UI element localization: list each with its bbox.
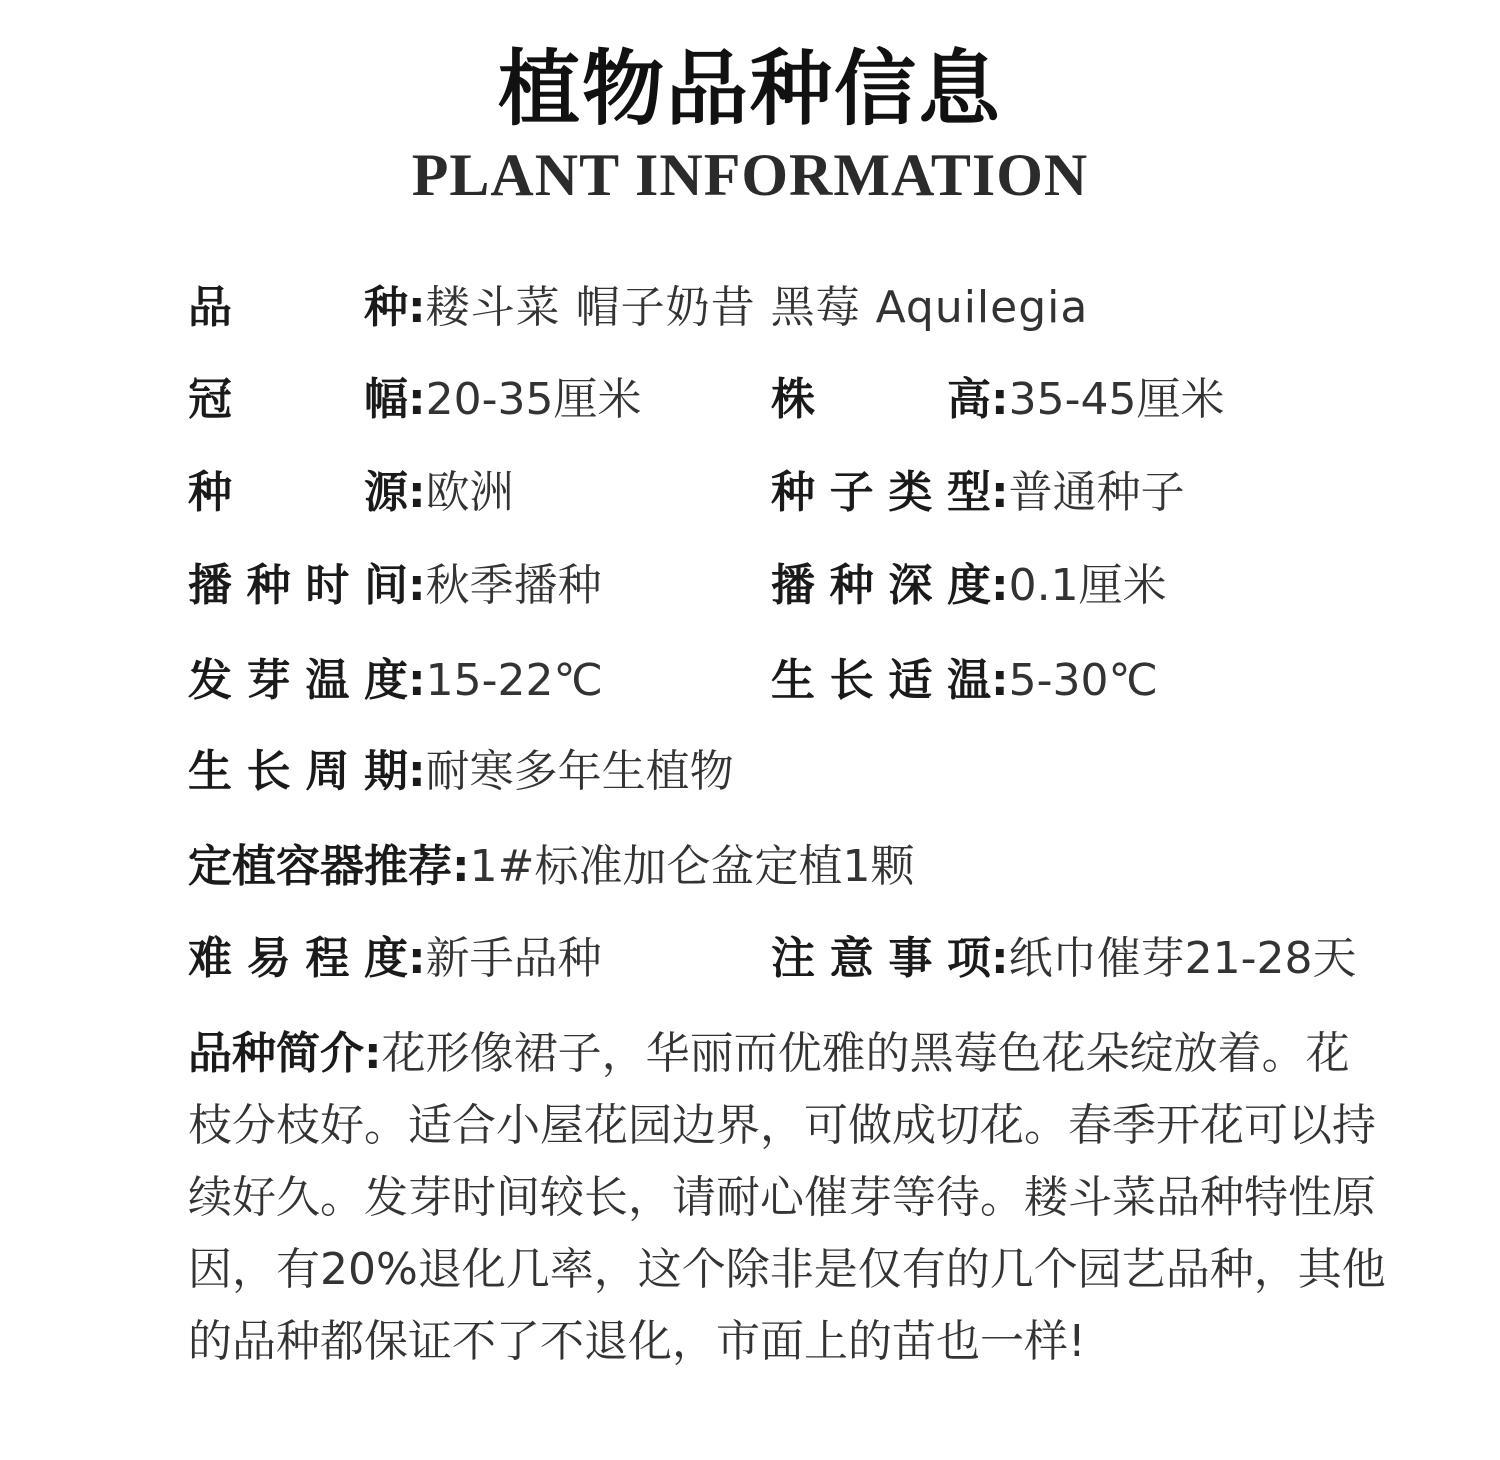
field-seed-type-value: 普通种子 [1008,467,1185,518]
field-sowing-time [188,556,602,616]
field-crown-width-label: 冠幅 [188,374,408,425]
field-growth-cycle [188,742,734,802]
field-crown-width-value: 20-35厘米 [425,374,642,425]
colon: : [991,560,1009,611]
field-variety-value: 耧斗菜 帽子奶昔 黑莓 Aquilegia [425,282,1089,333]
field-crown-width [188,370,641,430]
field-sowing-depth-value: 0.1厘米 [1008,560,1167,611]
colon: : [408,933,426,984]
colon: : [991,374,1009,425]
field-germination-temp [188,651,603,711]
field-seed-origin-value: 欧洲 [425,467,514,518]
intro-text: 花形像裙子，华丽而优雅的黑莓色花朵绽放着。花枝分枝好。适合小屋花园边界，可做成切花。春季开花可以持续好久。发芽时间较长，请耐心催芽等待。耧斗菜品种特性原因，有20%退化几率，这个除非是仅有的几个园艺品种，其他的品种都保证不了不退化，市面上的苗也一样! [188,1028,1386,1367]
field-difficulty-label: 难易程度 [188,933,408,984]
colon: : [408,746,426,797]
field-sowing-depth [771,556,1167,616]
field-germination-temp-value: 15-22℃ [425,655,603,706]
field-sowing-time-label: 播种时间 [188,560,408,611]
variety-introduction [188,1018,1388,1378]
page-subtitle: PLANT INFORMATION [411,142,1089,208]
field-growth-temp-value: 5-30℃ [1008,655,1158,706]
page-title: 植物品种信息 [497,42,1002,137]
field-growth-temp [771,651,1158,711]
field-seed-type-label: 种子类型 [771,467,991,518]
field-plant-height-label: 株高 [771,374,991,425]
field-germination-temp-label: 发芽温度 [188,655,408,706]
colon: : [408,282,426,333]
field-sowing-time-value: 秋季播种 [425,560,602,611]
field-growth-cycle-label: 生长周期 [188,746,408,797]
colon: : [991,467,1009,518]
intro-label: 品种简介: [188,1028,382,1079]
colon: : [991,933,1009,984]
colon: : [408,560,426,611]
field-difficulty [188,929,602,989]
field-notes [771,929,1356,989]
field-plant-height [771,370,1224,430]
colon: : [408,655,426,706]
field-growth-cycle-value: 耐寒多年生植物 [425,746,734,797]
field-seed-origin-label: 种源 [188,467,408,518]
field-difficulty-value: 新手品种 [425,933,602,984]
colon: : [452,841,470,892]
field-container [188,837,914,897]
field-sowing-depth-label: 播种深度 [771,560,991,611]
field-growth-temp-label: 生长适温 [771,655,991,706]
colon: : [408,374,426,425]
field-seed-type [771,463,1185,523]
colon: : [991,655,1009,706]
field-seed-origin [188,463,514,523]
field-container-value: 1#标准加仑盆定植1颗 [469,841,915,892]
field-container-label: 定植容器推荐 [188,841,452,892]
field-notes-value: 纸巾催芽21-28天 [1008,933,1357,984]
field-plant-height-value: 35-45厘米 [1008,374,1225,425]
field-variety-label: 品种 [188,282,408,333]
field-notes-label: 注意事项 [771,933,991,984]
colon: : [408,467,426,518]
field-variety [188,278,1088,338]
